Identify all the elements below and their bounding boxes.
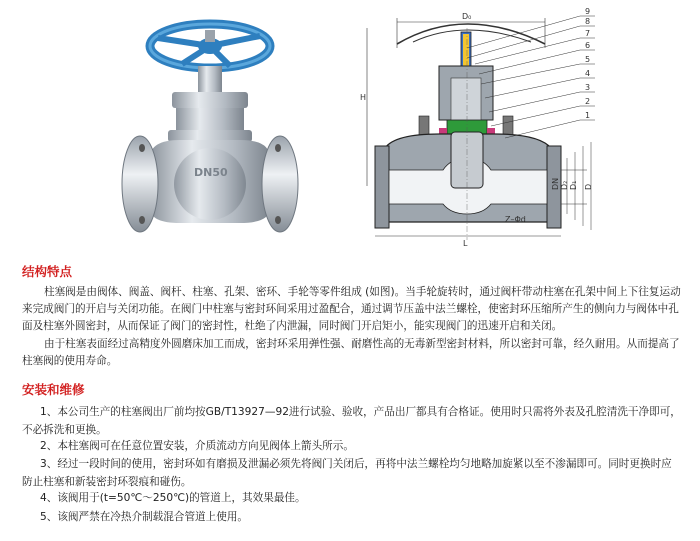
label-dn: DN: [551, 177, 560, 190]
part-number-7: 7: [585, 29, 591, 38]
part-number-6: 6: [585, 41, 591, 50]
valve-section-drawing: [355, 8, 600, 248]
valve-body-text: DN50: [194, 166, 228, 179]
maintenance-item-4: [22, 489, 682, 507]
label-d: D: [584, 183, 593, 190]
structure-paragraph-1: 柱塞阀是由阀体、阀盖、阀杆、柱塞、孔架、密环、手轮等零件组成 (如图)。当手轮旋转时，通过阀杆带动柱塞在孔架中间上下往复运动来完成阀门的开启与关闭功能。在阀门中柱塞与密封环间采用过盈配合，通过调节压盖中法兰螺栓，使密封环压缩所产生的侧向力与阀体中孔面及柱塞外圆密封，从而保证了阀门的密封性，杜绝了内泄漏，同时阀门开启矩小，能实现阀门的迅速开启和关闭。: [22, 286, 681, 332]
maintenance-item-5: [22, 508, 682, 526]
label-z: Z–Φd: [505, 215, 526, 224]
label-d1: D₁: [569, 180, 578, 190]
part-number-1: 1: [585, 111, 591, 120]
maintenance-item-5-text: 5、该阀严禁在冷热介制载混合管道上使用。: [40, 511, 249, 523]
part-number-5: 5: [585, 55, 591, 64]
label-h: H: [360, 93, 367, 102]
label-d0: D₀: [462, 12, 472, 21]
valve-photo: [110, 8, 310, 243]
structure-heading: 结构特点: [22, 264, 73, 279]
maintenance-heading: 安装和维修: [22, 382, 85, 397]
maintenance-item-1: [22, 403, 682, 439]
part-number-9: 9: [585, 8, 591, 16]
maintenance-item-2: [22, 437, 682, 455]
maintenance-item-3-text: 3、经过一段时间的使用，密封环如有磨损及泄漏必须先将阀门关闭后，再将中法兰螺栓均匀地略加旋紧以至不渗漏即可。同时更换时应防止柱塞和新装密封环裂痕和碰伤。: [22, 458, 672, 488]
label-d2: D₂: [560, 180, 569, 190]
maintenance-item-3: [22, 455, 682, 491]
part-number-4: 4: [585, 69, 591, 78]
part-number-3: 3: [585, 83, 591, 92]
handwheel: [150, 24, 270, 68]
structure-paragraph-2: 由于柱塞表面经过高精度外圆磨床加工而成，密封环采用弹性强、耐磨性高的无毒新型密封材料，所以密封可靠，经久耐用。从而提高了柱塞阀的使用寿命。: [22, 338, 680, 367]
label-l: L: [463, 239, 468, 248]
maintenance-item-1-text: 1、本公司生产的柱塞阀出厂前均按GB/T13927—92进行试验、验收，产品出厂都具有合格证。使用时只需将外表及孔腔清洗干净即可，不必拆洗和更换。: [22, 406, 681, 436]
part-number-2: 2: [585, 97, 591, 106]
maintenance-item-4-text: 4、该阀用于(t=50℃～250℃)的管道上，其效果最佳。: [40, 492, 306, 504]
part-number-8: 8: [585, 17, 591, 26]
maintenance-item-2-text: 2、本柱塞阀可在任意位置安装，介质流动方向见阀体上箭头所示。: [40, 440, 354, 452]
